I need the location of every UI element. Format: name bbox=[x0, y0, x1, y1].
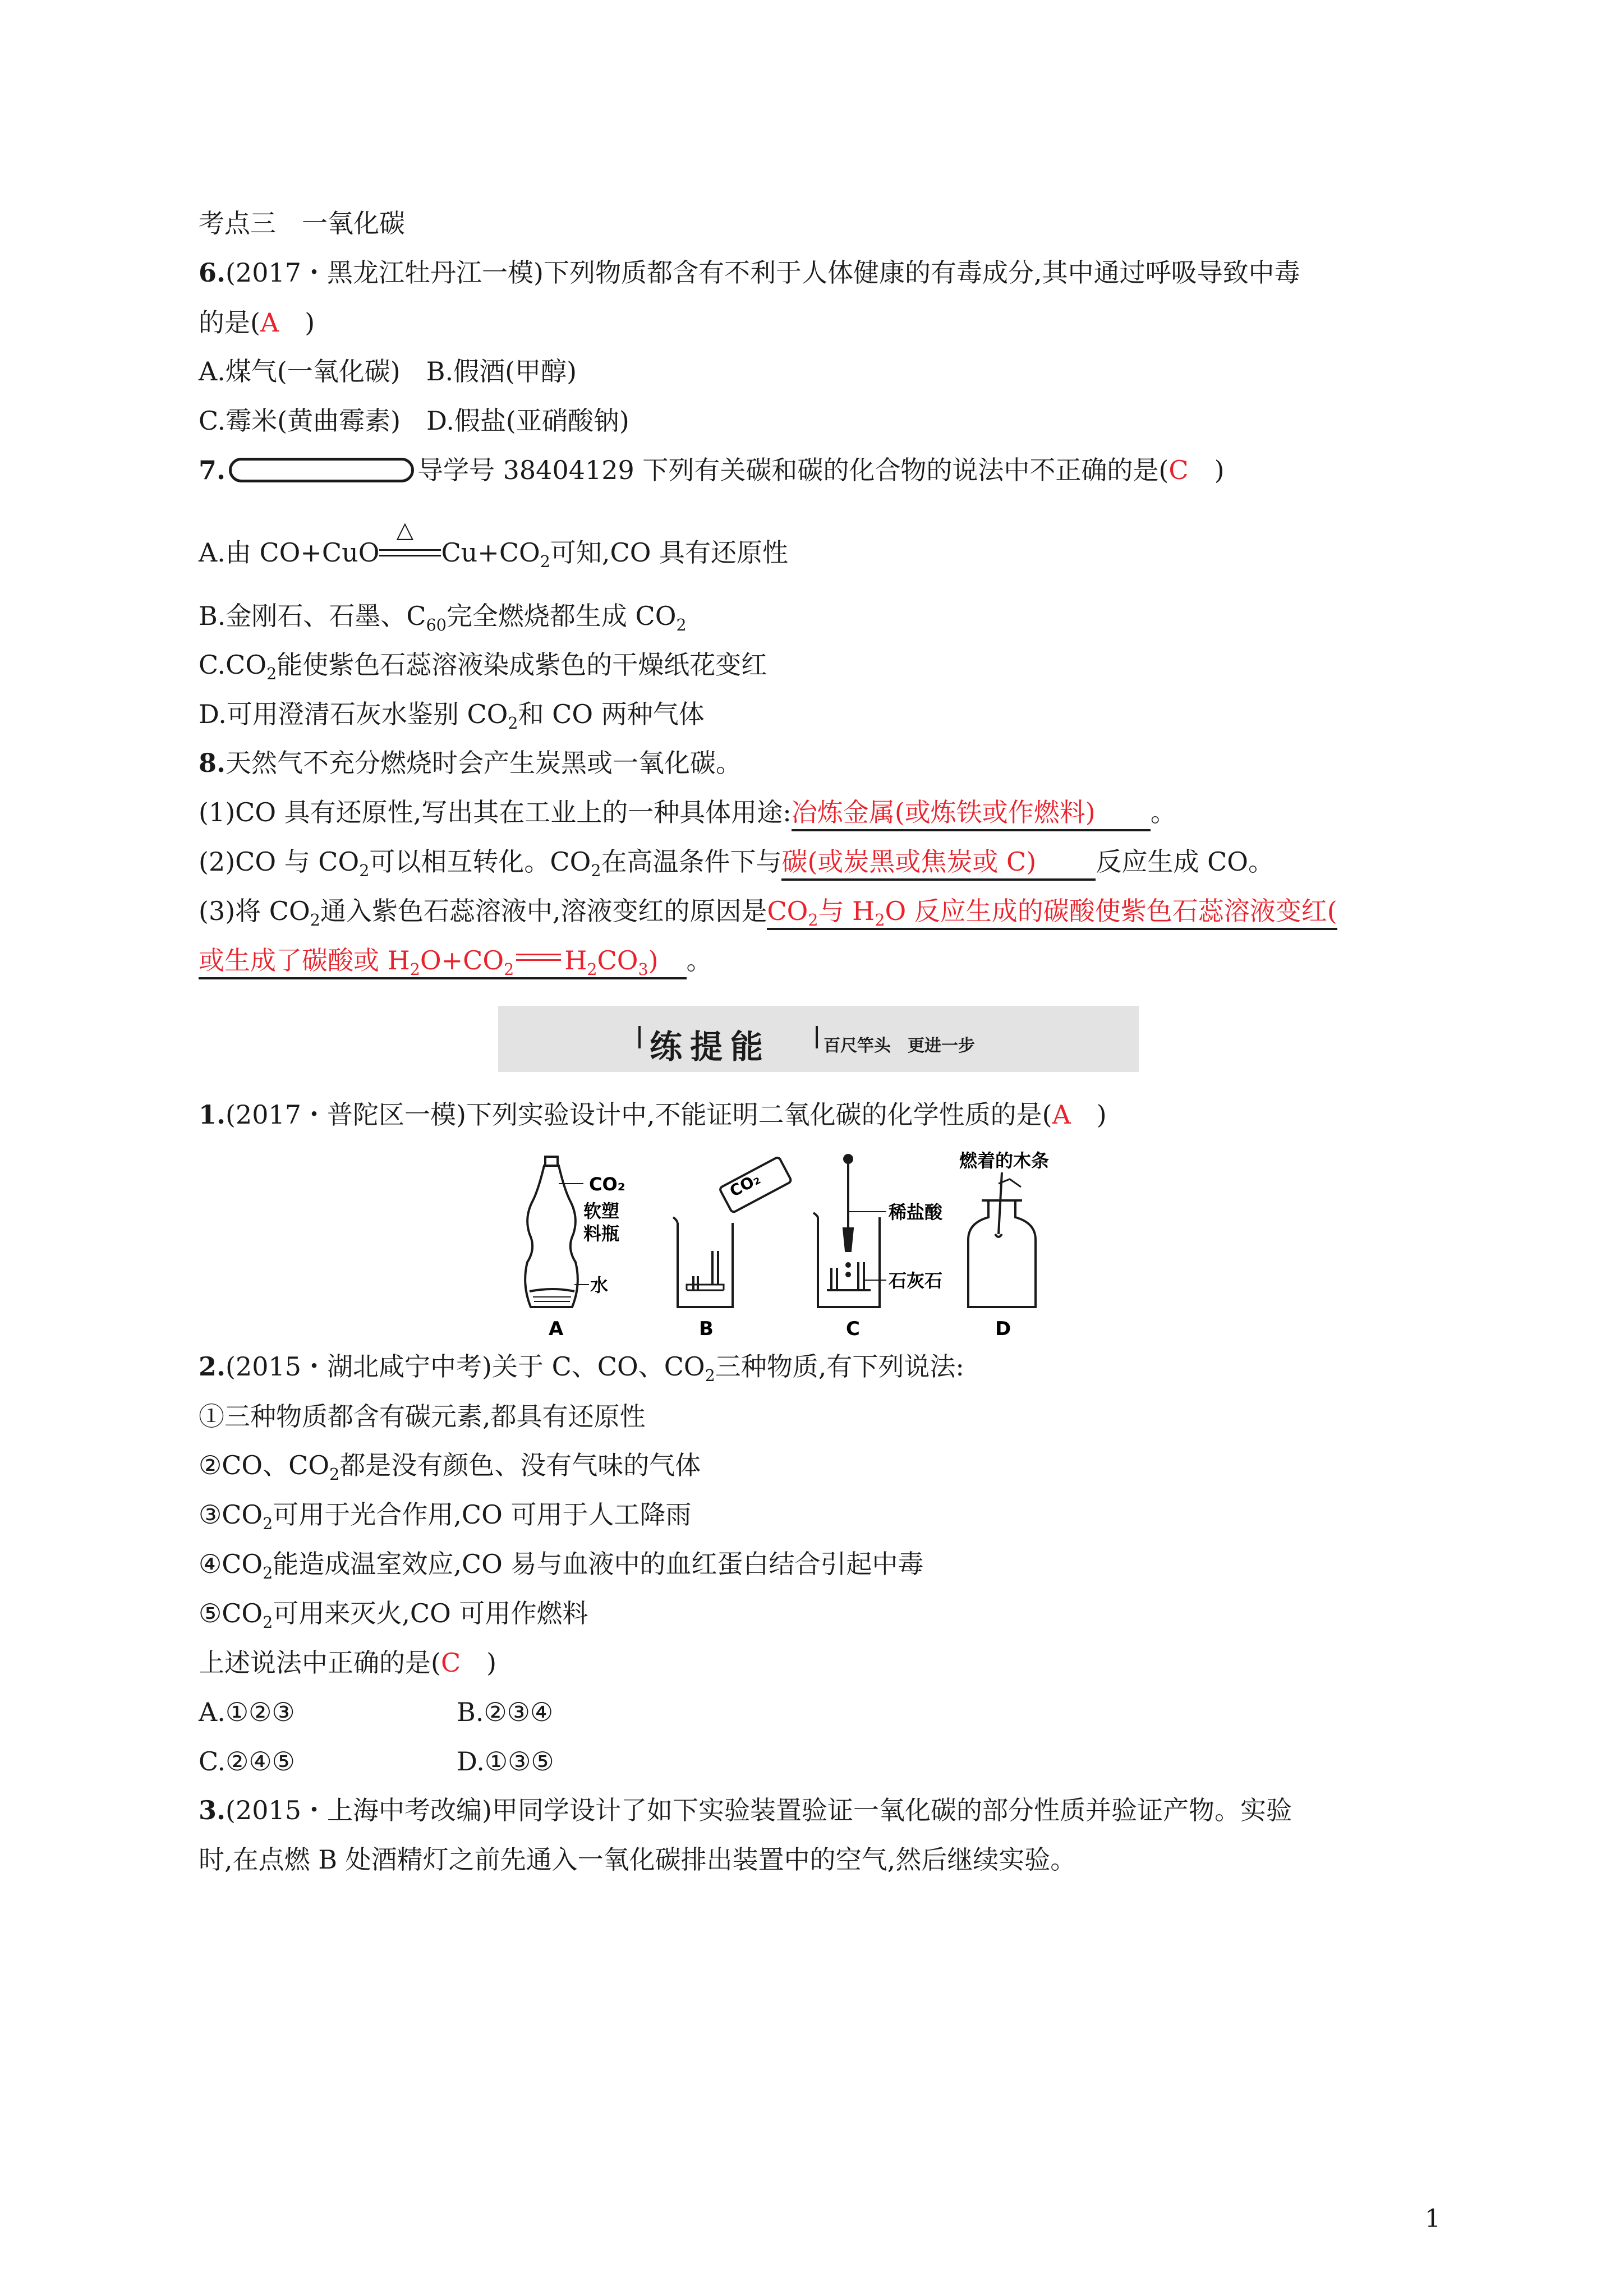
q7-option-b: B.金刚石、石墨、$C_{60}$完全燃烧都生成 $CO_2$ bbox=[199, 601, 687, 635]
section-title: 考点三 一氧化碳 bbox=[199, 208, 405, 238]
banner-subtitle: 百尺竿头 更进一步 bbox=[823, 1036, 975, 1056]
q6-number: 6. bbox=[199, 257, 226, 288]
experiment-figure bbox=[505, 1150, 1122, 1341]
p2-option-b: B.②③④ bbox=[457, 1697, 554, 1727]
q8-number: 8. bbox=[199, 748, 226, 778]
q7-stem: 7. 导学号 38404129 下列有关碳和碳的化合物的说法中不正确的是(C ) bbox=[199, 455, 1225, 485]
heat-triangle-icon: △ bbox=[396, 517, 414, 543]
caption-c: C bbox=[846, 1318, 860, 1340]
q6-options-row1: A.煤气(一氧化碳) B.假酒(甲醇) bbox=[199, 356, 577, 386]
p2-option-d: D.①③⑤ bbox=[457, 1746, 554, 1777]
p1-number: 1. bbox=[199, 1099, 226, 1130]
banner-title: 练提能 bbox=[650, 1028, 771, 1066]
p2-statement-1: ①三种物质都含有碳元素,都具有还原性 bbox=[199, 1401, 646, 1432]
bottle-apparatus-a bbox=[525, 1157, 578, 1307]
q6-stem-line2: 的是(A ) bbox=[199, 307, 315, 338]
p3-line2: 时,在点燃 B 处酒精灯之前先通入一氧化碳排出装置中的空气,然后继续实验。 bbox=[199, 1844, 1076, 1875]
p1-stem: 1.(2017・普陀区一模)下列实验设计中,不能证明二氧化碳的化学性质的是(A ) bbox=[199, 1099, 1107, 1130]
p2-ask: 上述说法中正确的是(C ) bbox=[199, 1648, 497, 1678]
label-co2-b: CO₂ bbox=[726, 1169, 763, 1201]
q8-part1: (1)CO 具有还原性,写出其在工业上的一种具体用途:冶炼金属(或炼铁或作燃料) 。 bbox=[199, 795, 1176, 831]
q8-part2: (2)CO 与 $CO_2$可以相互转化。$CO_2$在高温条件下与碳(或炭黑或焦炭或 C) 反应生成 CO。 bbox=[199, 845, 1274, 881]
p2-option-a: A.①②③ bbox=[199, 1697, 295, 1727]
p2-options-row1 bbox=[199, 1695, 553, 1729]
q7-option-d: D.可用澄清石灰水鉴别 $CO_2$和 CO 两种气体 bbox=[199, 699, 705, 733]
guide-tag-icon bbox=[229, 458, 414, 482]
p2-options-row2 bbox=[199, 1745, 554, 1778]
p2-option-c: C.②④⑤ bbox=[199, 1746, 295, 1777]
label-burning-stick: 燃着的木条 bbox=[959, 1150, 1050, 1171]
label-acid: 稀盐酸 bbox=[889, 1202, 943, 1223]
reaction-arrow bbox=[379, 517, 441, 564]
q6-answer: A bbox=[260, 307, 279, 338]
q7-answer: C bbox=[1168, 455, 1189, 485]
label-bottle-2: 料瓶 bbox=[583, 1223, 620, 1244]
q8-stem: 8.天然气不充分燃烧时会产生炭黑或一氧化碳。 bbox=[199, 748, 742, 778]
label-stone: 石灰石 bbox=[889, 1270, 943, 1291]
p2-number: 2. bbox=[199, 1351, 226, 1382]
gas-jar-apparatus-d bbox=[968, 1172, 1036, 1307]
label-water: 水 bbox=[590, 1274, 609, 1296]
p3-line1: 3.(2015・上海中考改编)甲同学设计了如下实验装置验证一氧化碳的部分性质并验证产物。实验 bbox=[199, 1795, 1292, 1825]
q6-text: (2017・黑龙江牡丹江一模)下列物质都含有不利于人体健康的有毒成分,其中通过呼吸导致中毒 bbox=[226, 257, 1300, 288]
p3-number: 3. bbox=[199, 1795, 226, 1825]
p2-statement-3: $③CO_2$可用于光合作用,CO 可用于人工降雨 bbox=[199, 1499, 692, 1534]
label-bottle-1: 软塑 bbox=[583, 1200, 620, 1222]
q8-answer-3b: 或生成了碳酸或 $H_2O+CO_2$ $H_2CO_3$) bbox=[199, 944, 687, 979]
q8-answer-2: 碳(或炭黑或焦炭或 C) bbox=[781, 846, 1037, 877]
beaker-apparatus-c bbox=[813, 1161, 880, 1307]
q6-options-row2: C.霉米(黄曲霉素) D.假盐(亚硝酸钠) bbox=[199, 406, 629, 436]
beaker-apparatus-b bbox=[673, 1217, 733, 1307]
p2-answer: C bbox=[440, 1648, 461, 1678]
p1-answer: A bbox=[1052, 1099, 1071, 1130]
section-banner bbox=[498, 1006, 1139, 1072]
caption-b: B bbox=[699, 1318, 714, 1340]
p2-stem: 2.(2015・湖北咸宁中考)关于 C、CO、$CO_2$三种物质,有下列说法: bbox=[199, 1351, 964, 1386]
page-number: 1 bbox=[1425, 2205, 1441, 2233]
p2-statement-5: $⑤CO_2$可用来灭火,CO 可用作燃料 bbox=[199, 1598, 588, 1632]
q6-stem-line1 bbox=[199, 256, 1300, 289]
caption-d: D bbox=[995, 1318, 1011, 1340]
p2-statement-2: ②CO、$CO_2$都是没有颜色、没有气味的气体 bbox=[199, 1450, 701, 1484]
q8-part3-line1: (3)将 $CO_2$通入紫色石蕊溶液中,溶液变红的原因是$CO_2$与 $H_2O$ 反应生成的碳酸使紫色石蕊溶液变红( bbox=[199, 894, 1337, 930]
label-co2-a: CO₂ bbox=[589, 1174, 625, 1195]
equals-sign bbox=[514, 950, 564, 967]
q8-answer-3a: $CO_2$与 $H_2O$ 反应生成的碳酸使紫色石蕊溶液变红( bbox=[767, 894, 1337, 930]
water-hatch bbox=[533, 1297, 571, 1301]
q8-answer-1: 冶炼金属(或炼铁或作燃料) bbox=[791, 797, 1096, 827]
q7-number: 7. bbox=[199, 455, 226, 485]
caption-a: A bbox=[549, 1318, 564, 1340]
p2-statement-4: $④CO_2$能造成温室效应,CO 易与血液中的血红蛋白结合引起中毒 bbox=[199, 1549, 924, 1583]
q7-option-c: $C.CO_2$能使紫色石蕊溶液染成紫色的干燥纸花变红 bbox=[199, 650, 767, 684]
q7-option-a: A.由 CO+CuO △ $Cu+CO_2$可知,CO 具有还原性 bbox=[199, 536, 788, 569]
q8-part3-line2: 或生成了碳酸或 $H_2O+CO_2$ $H_2CO_3$) 。 bbox=[199, 944, 712, 979]
